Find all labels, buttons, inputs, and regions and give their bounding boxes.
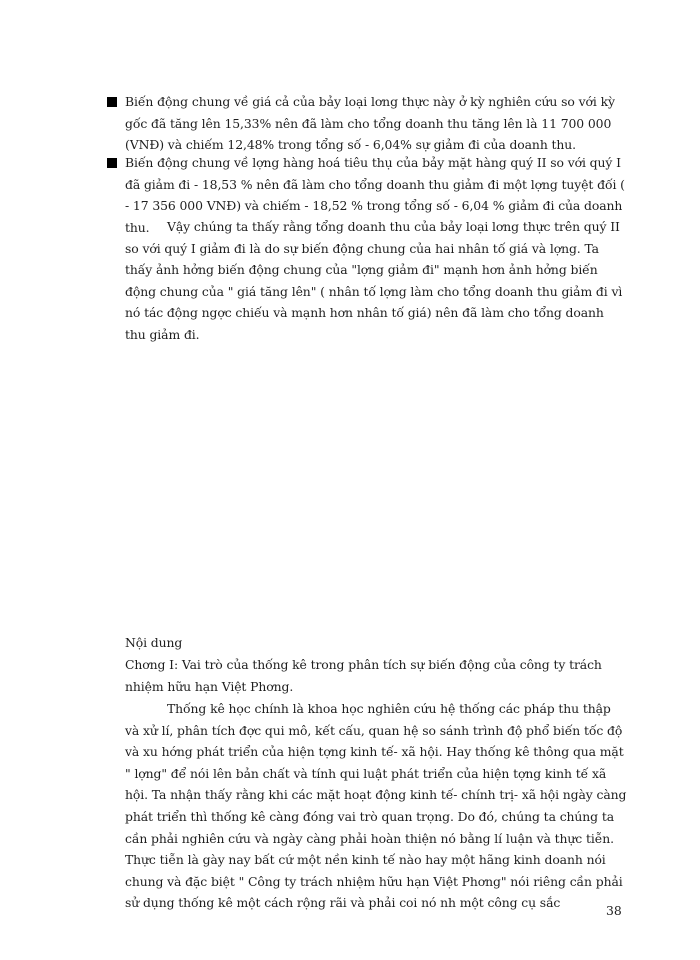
chapter-title: Chơng I: Vai trò của thống kê trong phân tích sự biến động của công ty trách nhiệm hữu hạn Việt Phơng. — [125, 657, 602, 694]
bullet-square-icon — [107, 97, 117, 107]
bullet-text: Biến động chung về lợng hàng hoá tiêu thụ của bảy mặt hàng quý II so với quý I đã giảm đi - 18,53 % nên đã làm cho tổng doanh thu giảm đi một lợng tuyệt đối ( - 17 356 000 VNĐ) và chiếm - 18,52 % trong tổng số - 6,04 % giảm đi của doanh thu. — [125, 155, 625, 235]
bullet-text: Biến động chung về giá cả của bảy loại lơng thực này ở kỳ nghiên cứu so với kỳ gốc đã tăng lên 15,33% nên đã làm cho tổng doanh thu tăng lên là 11 700 000 (VNĐ) và chiếm 12,48% trong tổng số - 6,04% sự giảm đi của doanh thu. — [125, 94, 615, 153]
section-heading: Nội dung — [125, 635, 183, 650]
page-number: 38 — [606, 903, 622, 918]
chapter-paragraph: Thống kê học chính là khoa học nghiên cứu hệ thống các pháp thu thập và xử lí, phân tích đợc qui mô, kết cấu, quan hệ so sánh trình độ phổ biến tốc độ và xu hớng phát triển của hiện tợng kinh tế- xã hội. Hay thống kê thông qua mặt " lợng" để nói lên bản chất và tính qui luật phát triển của hiện tợng kinh tế xã hội. Ta nhận thấy rằng khi các mặt hoạt động kinh tế- chính trị- xã hội ngày càng phát triển thì thống kê càng đóng vai trò quan trọng. Do đó, chúng ta chúng ta cần phải nghiên cứu và ngày càng phải hoàn thiện nó bằng lí luận và thực tiễn. Thực tiễn là gày nay bất cứ một nền kinh tế nào hay một hãng kinh doanh nói chung và đặc biệt " Công ty trách nhiệm hữu hạn Việt Phơng" nói riêng cần phải sử dụng thống kê một cách rộng rãi và phải coi nó nh một công cụ sắc — [125, 701, 627, 911]
bullet-item — [107, 91, 627, 157]
bullet-item — [107, 152, 627, 235]
summary-paragraph: Vậy chúng ta thấy rằng tổng doanh thu của bảy loại lơng thực trên quý II so với quý I giảm đi là do sự biến động chung của hai nhân tố giá và lợng. Ta thấy ảnh hởng biến động chung của "lợng giảm đi" mạnh hơn ảnh hởng biến động chung của " giá tăng lên" ( nhân tố lợng làm cho tổng doanh thu giảm đi vì nó tác động ngợc chiếu và mạnh hơn nhân tố giá) nên đã làm cho tổng doanh thu giảm đi. — [125, 219, 623, 342]
bullet-square-icon — [107, 158, 117, 168]
